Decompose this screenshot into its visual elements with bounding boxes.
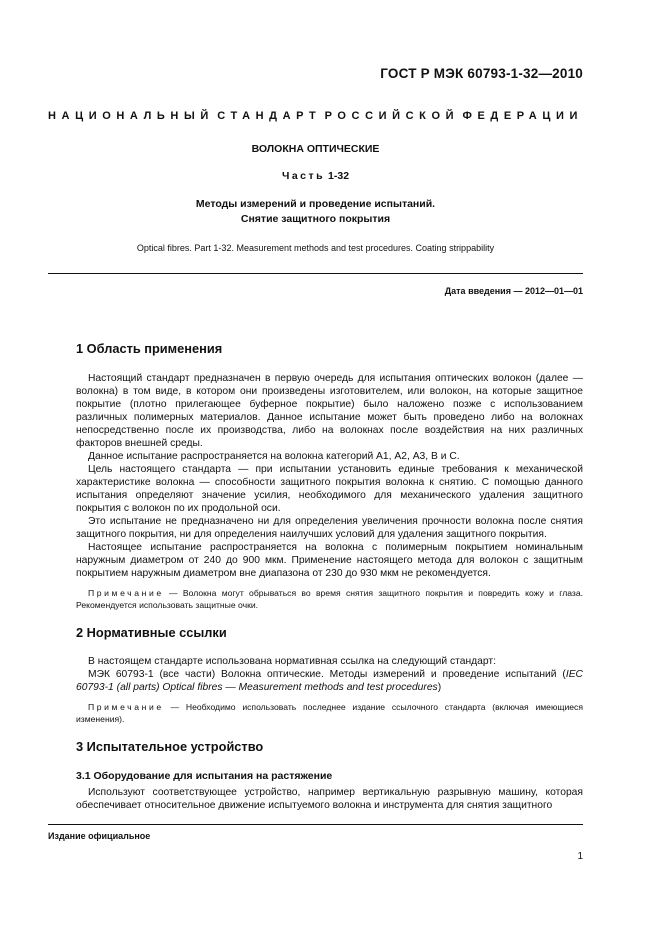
- footer-divider: [48, 824, 583, 825]
- paragraph: Цель настоящего стандарта — при испытании установить единые требования к механической характеристике волокна — способности защитного покрытия волокна к снятию. С помощью данного испытания определяют значение усилия, необходимого для механического удаления защитного покрытия с волокон по их продольной оси.: [76, 464, 583, 514]
- note: [76, 587, 583, 611]
- reference-text: МЭК 60793-1 (все части) Волокна оптические. Методы измерений и проведение испытаний (: [88, 669, 566, 680]
- part-label: [48, 170, 583, 182]
- note-label: Примечание: [88, 702, 164, 712]
- national-standard-banner: [48, 110, 583, 122]
- paragraph: Настоящее испытание распространяется на волокна с полимерным покрытием номинальным наружным диаметром от 240 до 900 мкм. Применение настоящего метода для волокон с защитным покрытием наружным диаметром вне диапазона от 230 до 930 мкм не рекомендуется.: [76, 542, 583, 579]
- note-text: — Волокна могут обрываться во время снятия защитного покрытия и повредить кожу и глаза. Рекомендуется использовать защитные очки.: [76, 588, 583, 610]
- subtitle-line: Снятие защитного покрытия: [240, 213, 391, 225]
- banner-word: НАЦИОНАЛЬНЫЙ: [48, 110, 214, 122]
- subtitle-line: Методы измерений и проведение испытаний.: [195, 198, 436, 210]
- note-text: — Необходимо использовать последнее издание ссылочного стандарта (включая имеющиеся изменения).: [76, 702, 583, 724]
- section-1-heading: 1 Область применения: [76, 341, 223, 356]
- paragraph: В настоящем стандарте использована нормативная ссылка на следующий стандарт:: [88, 656, 496, 667]
- banner-word: ФЕДЕРАЦИИ: [462, 110, 583, 122]
- note: [76, 701, 583, 725]
- title-divider: [48, 273, 583, 274]
- document-subtitle: [48, 197, 583, 227]
- paragraph: Настоящий стандарт предназначен в первую очередь для испытания оптических волокон (далее — волокна) в том виде, в котором они произведены изготовителем, или волокон, на которые защитное покрытие (плотно прилегающее буферное покрытие) было наложено позже с использованием различных полимерных материалов. Данное испытание может быть проведено либо на волокнах непосредственно после их производства, либо на волокнах после воздействия на них различных факторов внешней среды.: [76, 373, 583, 449]
- section-3-body: [76, 786, 583, 812]
- english-title: Optical fibres. Part 1-32. Measurement methods and test procedures. Coating strippability: [136, 243, 495, 253]
- section-2-body: [76, 655, 583, 725]
- reference-end: ): [437, 682, 442, 693]
- paragraph: Это испытание не предназначено ни для определения увеличения прочности волокна после снятия защитного покрытия, ни для определения наилучших условий для удаления защитного покрытия.: [76, 516, 583, 540]
- banner-word: РОССИЙСКОЙ: [324, 110, 460, 122]
- banner-word: СТАНДАРТ: [217, 110, 322, 122]
- introduction-date: Дата введения — 2012—01—01: [444, 286, 583, 296]
- paragraph: Используют соответствующее устройство, например вертикальную разрывную машину, которая обеспечивает относительное движение испытуемого волокна и инструмента для снятия защитного: [76, 787, 583, 811]
- subsection-3-1-heading: 3.1 Оборудование для испытания на растяжение: [76, 770, 333, 782]
- page-number: 1: [577, 851, 583, 862]
- part-number: 1-32: [328, 170, 350, 182]
- part-word: Часть: [281, 170, 326, 182]
- section-2-heading: 2 Нормативные ссылки: [76, 625, 227, 640]
- note-label: Примечание: [88, 588, 164, 598]
- paragraph: Данное испытание распространяется на волокна категорий А1, А2, А3, В и С.: [88, 451, 460, 462]
- standard-number: ГОСТ Р МЭК 60793-1-32—2010: [380, 66, 583, 81]
- reference-paragraph: [76, 668, 583, 694]
- edition-label: Издание официальное: [48, 831, 151, 841]
- reference-english: IEC 60793-1 (all parts) Optical fibres — Measurement methods and test procedures: [76, 669, 583, 693]
- section-1-body: [76, 372, 583, 611]
- section-3-heading: 3 Испытательное устройство: [76, 739, 264, 754]
- document-title: ВОЛОКНА ОПТИЧЕСКИЕ: [251, 143, 380, 155]
